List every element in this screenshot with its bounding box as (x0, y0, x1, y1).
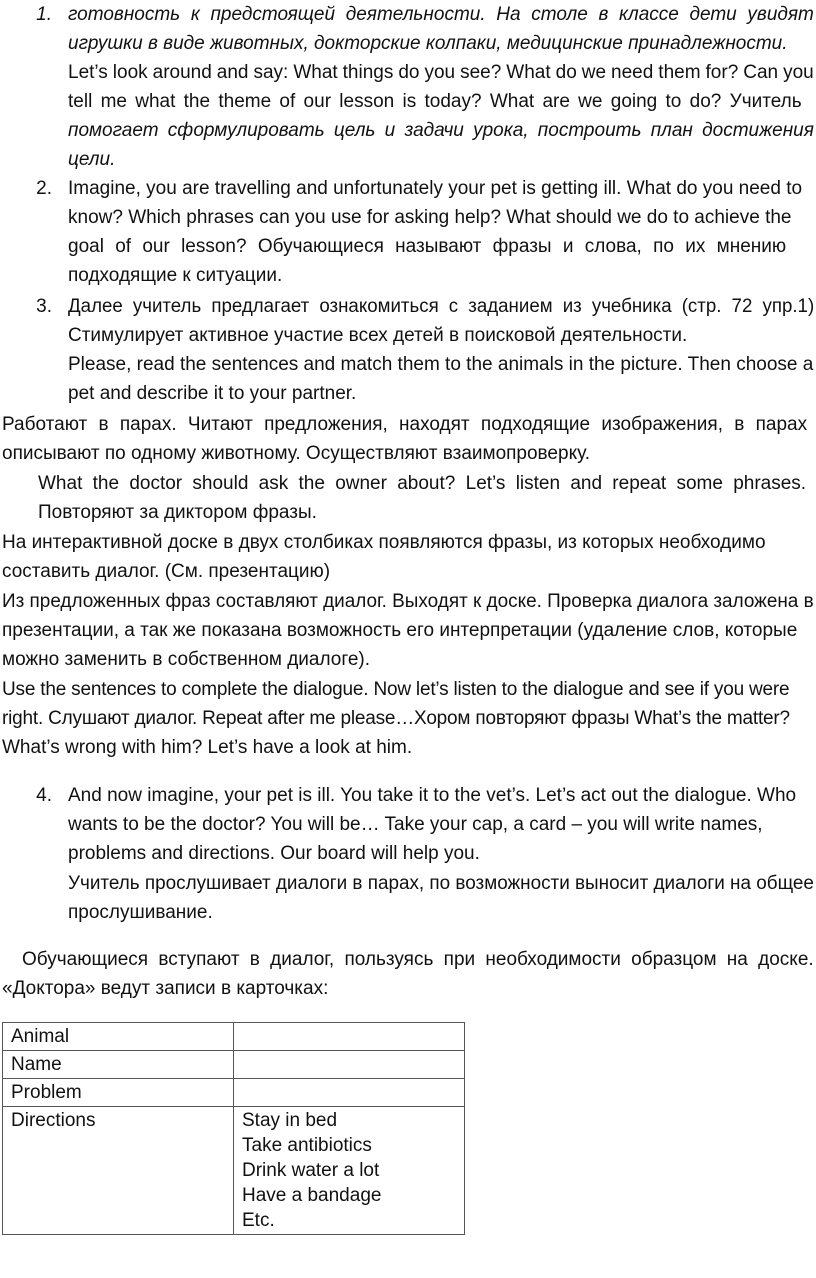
item4-line-4: Учитель прослушивает диалоги в парах, по возможности выносит диалоги на общее (68, 873, 814, 894)
para-line-11: right. Слушают диалог. Repeat after me please…Хором повторяют фразы What’s the matter? (2, 708, 790, 729)
para-line-3: What the doctor should ask the owner about? Let’s listen and repeat some phrases. (38, 473, 807, 494)
item3-line-3: Please, read the sentences and match them to the animals in the picture. Then choose a (68, 354, 814, 375)
list-number-4: 4. (36, 785, 52, 806)
card-table (2, 1022, 465, 1235)
para-line-7: Из предложенных фраз составляют диалог. Выходят к доске. Проверка диалога заложена в (2, 591, 814, 612)
item2-line-3: goal of our lesson? Обучающиеся называют фразы и слова, по их мнению (68, 236, 787, 257)
list-number-2: 2. (36, 178, 52, 199)
direction-item: Have a bandage (242, 1185, 382, 1206)
para-line-12: What’s wrong with him? Let’s have a look at him. (2, 737, 413, 758)
item3-line-2: Стимулирует активное участие всех детей в поисковой деятельности. (68, 325, 688, 346)
item2-line-4: подходящие к ситуации. (68, 265, 283, 286)
table-row (3, 1051, 465, 1079)
para-line-6: составить диалог. (См. презентацию) (2, 561, 331, 582)
para-line-8: презентации, а так же показана возможность его интерпретации (удаление слов, которые (2, 620, 798, 641)
table-cell-label: Animal (3, 1023, 234, 1051)
para-line-5: На интерактивной доске в двух столбиках появляются фразы, из которых необходимо (2, 532, 766, 553)
item3-line-1: Далее учитель предлагает ознакомиться с заданием из учебника (стр. 72 упр.1) (68, 296, 815, 317)
item2-line-2: know? Which phrases can you use for asking help? What should we do to achieve the (68, 207, 792, 228)
list-number-3: 3. (36, 296, 52, 317)
direction-item: Stay in bed (242, 1110, 338, 1131)
table-row (3, 1107, 465, 1235)
para-line-4: Повторяют за диктором фразы. (38, 502, 317, 523)
para-line-10: Use the sentences to complete the dialogue. Now let’s listen to the dialogue and see if you were (2, 679, 790, 700)
table-cell-label: Directions (3, 1107, 234, 1235)
closing-line-2: «Доктора» ведут записи в карточках: (2, 978, 329, 999)
table-cell-value (234, 1051, 465, 1079)
table-cell-value (234, 1079, 465, 1107)
table-cell-label: Problem (3, 1079, 234, 1107)
item3-line-4: pet and describe it to your partner. (68, 383, 357, 404)
direction-item: Take antibiotics (242, 1135, 372, 1156)
item1-line-4-text: tell me what the theme of our lesson is today? What are we going to do? Учитель (68, 91, 802, 112)
direction-item: Drink water a lot (242, 1160, 380, 1181)
item1-line-2: игрушки в виде животных, докторские колпаки, медицинские принадлежности. (68, 33, 788, 54)
item2-line-1: Imagine, you are travelling and unfortunately your pet is getting ill. What do you need to (68, 178, 803, 199)
item1-line-3: Let’s look around and say: What things do you see? What do we need them for? Can you (68, 62, 814, 83)
item4-line-2: wants to be the doctor? You will be… Take your cap, a card – you will write names, (68, 814, 763, 835)
item1-line-4 (68, 89, 814, 115)
item4-line-3: problems and directions. Our board will help you. (68, 843, 480, 864)
direction-item: Etc. (242, 1210, 275, 1231)
para-line-2: описывают по одному животному. Осуществляют взаимопроверку. (2, 443, 590, 464)
item4-line-5: прослушивание. (68, 902, 213, 923)
para-line-9: можно заменить в собственном диалоге). (2, 649, 371, 670)
table-cell-label: Name (3, 1051, 234, 1079)
item1-line-6: цели. (68, 149, 116, 170)
para-line-1: Работают в парах. Читают предложения, находят подходящие изображения, в парах (2, 414, 808, 435)
table-row (3, 1079, 465, 1107)
item1-line-5: помогает сформулировать цель и задачи урока, построить план достижения (68, 120, 814, 141)
item1-line-1: готовность к предстоящей деятельности. На столе в классе дети увидят (68, 4, 814, 25)
table-row (3, 1023, 465, 1051)
closing-line-1: Обучающиеся вступают в диалог, пользуясь при необходимости образцом на доске. (22, 949, 814, 970)
item4-line-1: And now imagine, your pet is ill. You take it to the vet’s. Let’s act out the dialogue. Who (68, 785, 797, 806)
table-cell-value (234, 1107, 465, 1235)
table-cell-value (234, 1023, 465, 1051)
list-number-1: 1. (36, 4, 52, 25)
